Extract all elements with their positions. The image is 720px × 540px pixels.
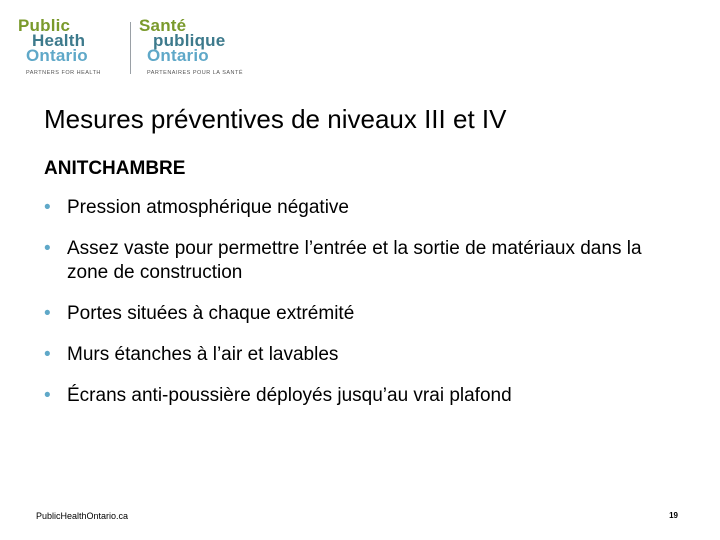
logo-tagline-fr: PARTENAIRES POUR LA SANTÉ <box>147 70 244 76</box>
logo-word-ontario-fr: Ontario <box>147 46 209 65</box>
bullet-icon: • <box>44 303 51 324</box>
bullet-icon: • <box>44 344 51 365</box>
bullet-item <box>44 237 684 285</box>
bullet-item <box>44 302 684 326</box>
slide-subtitle: ANITCHAMBRE <box>44 158 186 179</box>
bullet-text: Écrans anti-poussière déployés jusqu’au vrai plafond <box>67 385 512 406</box>
bullet-text: Portes situées à chaque extrémité <box>67 303 355 324</box>
logo-word-public: Public <box>18 16 71 35</box>
page-number: 19 <box>669 511 678 520</box>
bullet-item <box>44 196 684 220</box>
logo-tagline-en: PARTNERS FOR HEALTH <box>26 70 101 76</box>
logo-word-ontario: Ontario <box>26 46 88 65</box>
bullet-icon: • <box>44 197 51 218</box>
bullet-item <box>44 343 684 367</box>
bullet-item <box>44 384 684 408</box>
slide-title: Mesures préventives de niveaux III et IV <box>44 104 507 134</box>
bullet-text: Assez vaste pour permettre l’entrée et la sortie de matériaux dans la zone de construction <box>67 238 642 283</box>
logo-divider <box>130 22 131 74</box>
logo <box>18 18 258 80</box>
logo-english <box>18 18 128 76</box>
bullet-text: Murs étanches à l’air et lavables <box>67 344 339 365</box>
bullet-icon: • <box>44 238 51 259</box>
bullet-list <box>44 196 684 425</box>
footer-website: PublicHealthOntario.ca <box>36 511 129 521</box>
logo-word-publique: publique <box>153 31 226 50</box>
logo-word-sante: Santé <box>139 16 187 35</box>
logo-word-health: Health <box>32 31 86 50</box>
bullet-text: Pression atmosphérique négative <box>67 197 350 218</box>
logo-french <box>139 18 259 76</box>
bullet-icon: • <box>44 385 51 406</box>
